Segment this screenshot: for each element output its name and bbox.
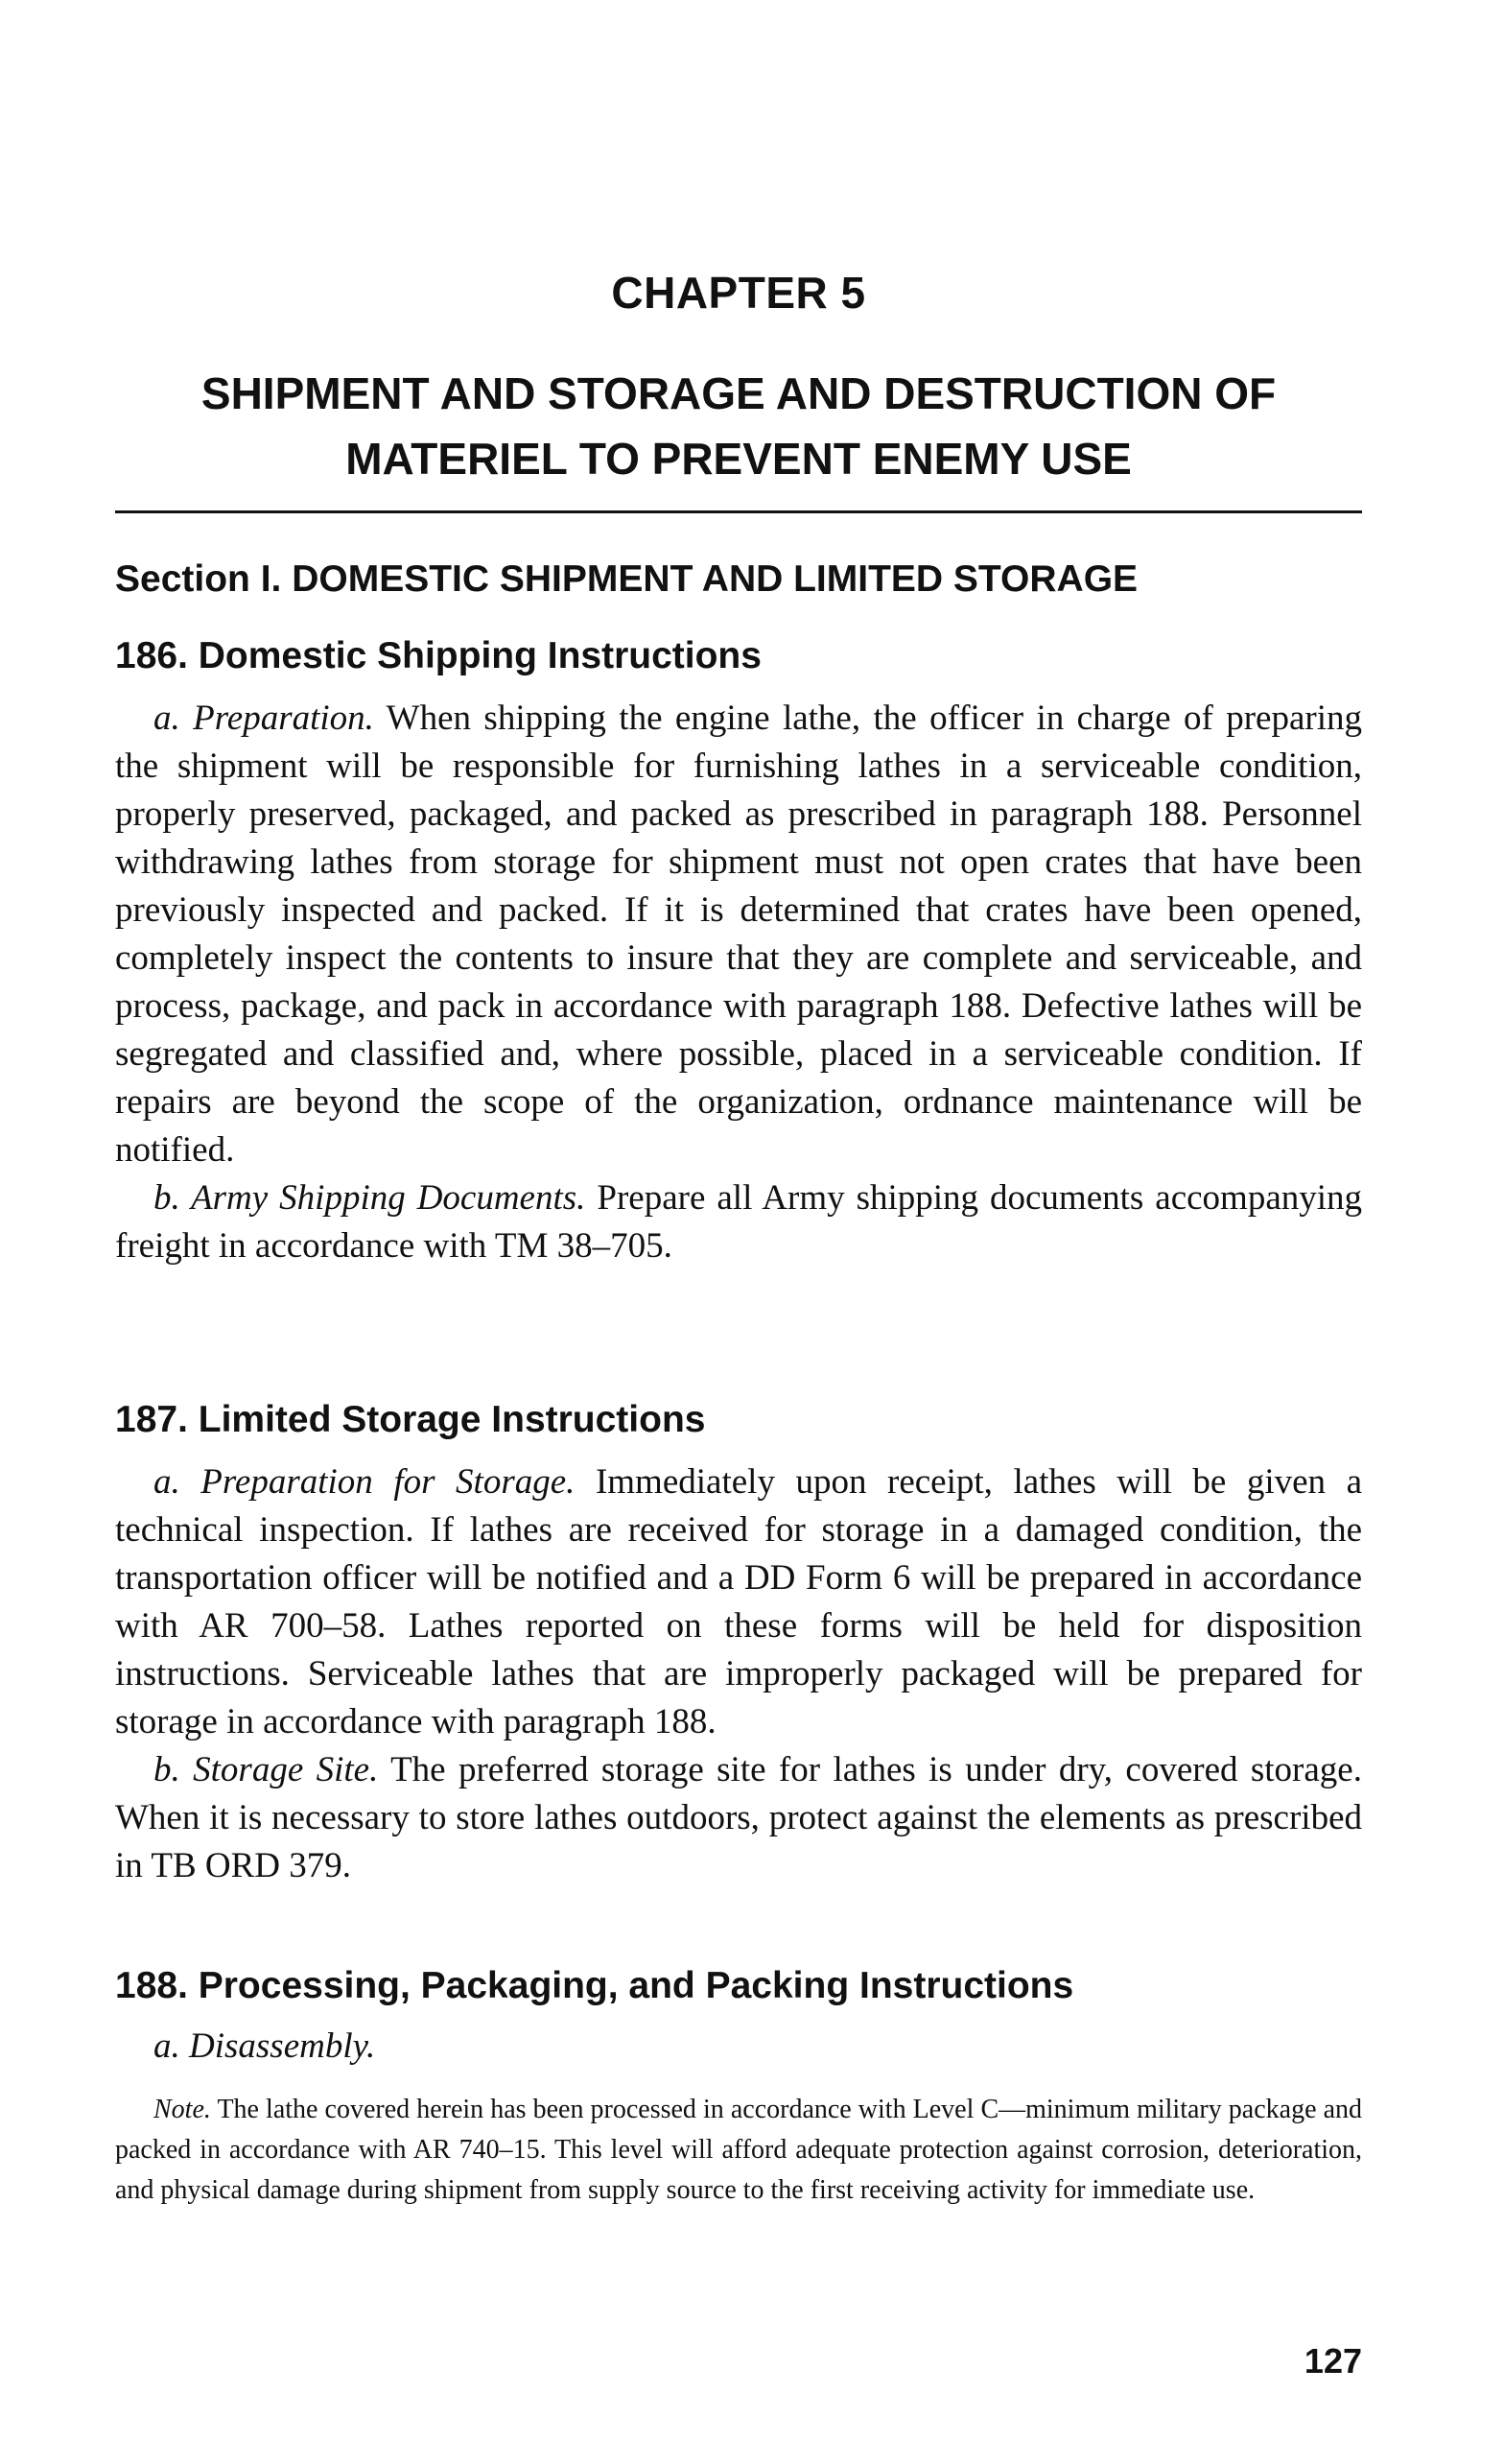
paragraph-188-a <box>115 2023 1362 2071</box>
paragraph-188-heading: 188. Processing, Packaging, and Packing Instructions <box>115 1965 1074 2006</box>
document-page <box>115 0 1362 2464</box>
paragraph-186-a-label: a. Preparation. <box>153 699 374 738</box>
paragraph-186-body <box>115 695 1362 1270</box>
chapter-label: CHAPTER 5 <box>611 268 866 318</box>
paragraph-187-a <box>115 1458 1362 1746</box>
paragraph-187-b-label: b. Storage Site. <box>153 1750 379 1789</box>
note-block <box>115 2090 1362 2211</box>
paragraph-188-a-label: a. Disassembly. <box>153 2026 376 2066</box>
paragraph-187-b <box>115 1746 1362 1890</box>
chapter-title-line-2: MATERIEL TO PREVENT ENEMY USE <box>345 434 1132 484</box>
paragraph-188-body <box>115 2023 1362 2071</box>
note-paragraph <box>115 2090 1362 2211</box>
note-label: Note. <box>153 2095 211 2124</box>
paragraph-186-a <box>115 695 1362 1174</box>
paragraph-186-a-text: When shipping the engine lathe, the officer in charge of preparing the shipment will be responsible for furnishing lathes in a serviceable condition, properly preserved, packaged, and packed as prescribed in paragraph 188. Personnel withdrawing lathes from storage for shipment must not open crates that have been previously inspected and packed. If it is determined that crates have been opened, completely inspect the contents to insure that they are complete and serviceable, and process, package, and pack in accordance with paragraph 188. Defective lathes will be segregated and classified and, where possible, placed in a serviceable condition. If repairs are beyond the scope of the organization, ordnance maintenance will be notified. <box>115 699 1362 1170</box>
paragraph-186-b-label: b. Army Shipping Documents. <box>153 1178 586 1218</box>
paragraph-187-body <box>115 1458 1362 1890</box>
paragraph-187-heading: 187. Limited Storage Instructions <box>115 1399 706 1440</box>
paragraph-186-b <box>115 1174 1362 1270</box>
horizontal-rule <box>115 510 1362 513</box>
paragraph-187-a-text: Immediately upon receipt, lathes will be given a technical inspection. If lathes are received for storage in a damaged condition, the transportation officer will be notified and a DD Form 6 will be prepared in accordance with AR 700–58. Lathes reported on these forms will be held for disposition instructions. Serviceable lathes that are improperly packaged will be prepared for storage in accordance with paragraph 188. <box>115 1462 1363 1741</box>
page-number: 127 <box>1304 2341 1362 2381</box>
paragraph-186-b-text: Prepare all Army shipping documents accompanying freight in accordance with TM 38–705. <box>115 1178 1363 1266</box>
paragraph-186-heading: 186. Domestic Shipping Instructions <box>115 635 762 676</box>
paragraph-187-a-label: a. Preparation for Storage. <box>153 1462 576 1502</box>
chapter-title <box>115 361 1362 491</box>
note-text: The lathe covered herein has been processed in accordance with Level C—minimum military package and packed in accordance with AR 740–15. This level will afford adequate protection against corrosion, deterioration, and physical damage during shipment from supply source to the first receiving activity for immediate use. <box>115 2095 1362 2205</box>
section-title: Section I. DOMESTIC SHIPMENT AND LIMITED STORAGE <box>115 558 1139 600</box>
paragraph-187-b-text: The preferred storage site for lathes is under dry, covered storage. When it is necessary to store lathes outdoors, protect against the elements as prescribed in TB ORD 379. <box>115 1750 1362 1885</box>
chapter-title-line-1: SHIPMENT AND STORAGE AND DESTRUCTION OF <box>200 368 1277 418</box>
